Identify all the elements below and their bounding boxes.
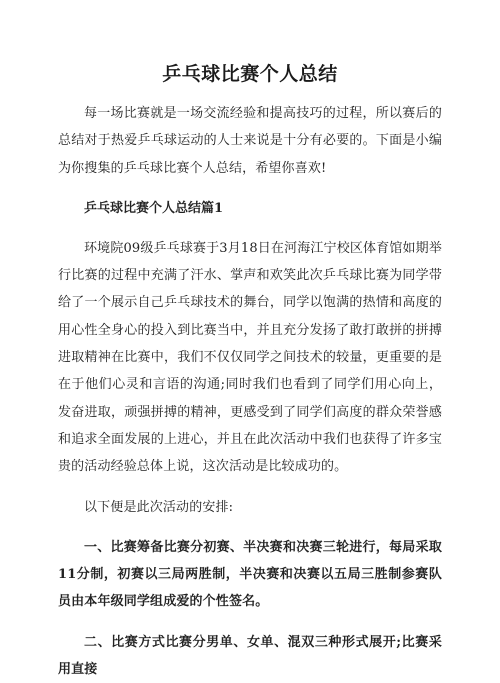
body-paragraph: 环境院09级乒乓球赛于3月18日在河海江宁校区体育馆如期举行比赛的过程中充满了汗水、掌声和欢笑此次乒乓球比赛为同学带给了一个展示自己乒乓球技术的舞台，同学以饱满的热情和高度的用心性全身心的投入到比赛当中，并且充分发扬了敢打敢拼的拼搏进取精神在比赛中，我们不仅仅同学之间技术的较量，更重要的是在于他们心灵和言语的沟通;同时我们也看到了同学们用心向上，发奋进取，顽强拼搏的精神，更感受到了同学们高度的群众荣誉感和追求全面发展的上进心，并且在此次活动中我们也获得了许多宝贵的活动经验总体上说，这次活动是比较成功的。 [58, 240, 442, 475]
intro-paragraph: 每一场比赛就是一场交流经验和提高技巧的过程，所以赛后的总结对于热爱乒乓球运动的人士来说是十分有必要的。下面是小编为你搜集的乒乓球比赛个人总结，希望你喜欢! [58, 106, 442, 176]
document-title: 乒乓球比赛个人总结 [162, 63, 338, 85]
arrangement-item-1: 一、比赛筹备比赛分初赛、半决赛和决赛三轮进行，每局采取11分制，初赛以三局两胜制，半决赛和决赛以五局三胜制参赛队员由本年级同学组成爱的个性签名。 [58, 539, 442, 610]
arrangement-item-2: 二、比赛方式比赛分男单、女单、混双三种形式展开;比赛采用直接 [58, 634, 442, 678]
section-heading: 乒乓球比赛个人总结篇1 [84, 200, 224, 216]
arrangement-intro: 以下便是此次活动的安排: [84, 499, 234, 515]
